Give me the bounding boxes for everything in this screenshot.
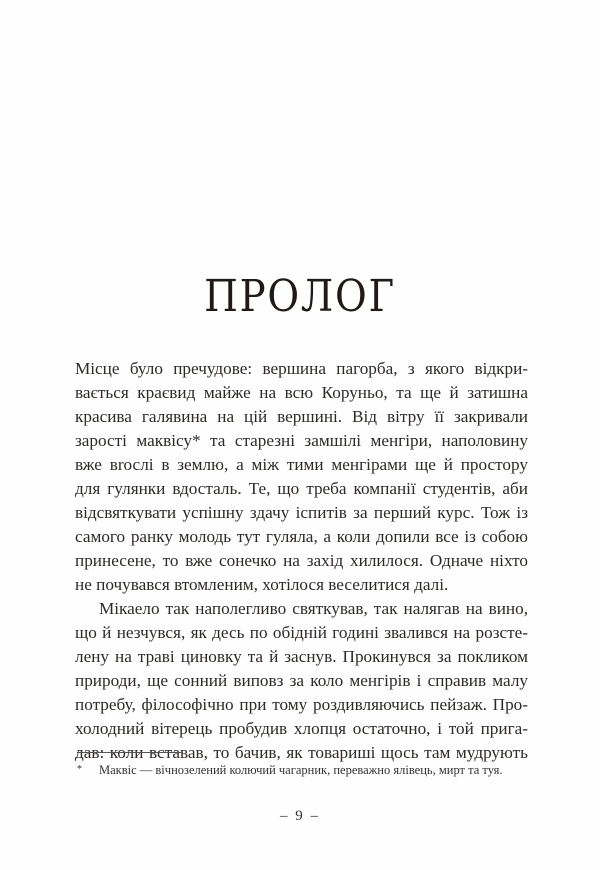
- text-line: потребу, філософічно при тому роздивляючись пейзаж. Про-: [75, 695, 528, 714]
- footnote-divider: [77, 752, 182, 753]
- text-line: для гулянки вдосталь. Те, що треба компанії студентів, аби: [75, 479, 528, 498]
- text-line: красива галявина на цій вершині. Від вітру її закривали: [75, 407, 528, 426]
- page-number: – 9 –: [280, 808, 320, 824]
- text-line: принесене, то вже сонечко на захід хилилося. Одначе ніхто: [75, 551, 528, 570]
- footnote-text: Маквіс — вічнозелений колючий чагарник, переважно ялівець, мирт та туя.: [99, 763, 503, 777]
- text-line: лену на траві циновку та й заснув. Прокинувся за покликом: [75, 647, 528, 666]
- text-line: вається краєвид майже на всю Коруньо, та ще й затишна: [75, 383, 528, 402]
- text-line: Мікаело так наполегливо святкував, так налягав на вино,: [99, 599, 528, 618]
- text-line: вже вrослі в землю, а між тими менгірами ще й простору: [75, 455, 528, 474]
- text-line: не почувався втомленим, хотілося веселитися далі.: [75, 575, 449, 594]
- chapter-title: ПРОЛОГ: [204, 271, 396, 323]
- footnote: [77, 761, 537, 779]
- body-text: [75, 357, 528, 765]
- footnote-marker: *: [77, 764, 82, 775]
- text-line: самого ранку молодь тут гуляла, а коли допили все із собою: [75, 527, 528, 546]
- text-line: Місце було пречудове: вершина пагорба, з якого відкри-: [75, 359, 528, 378]
- text-line: холодний вітерець пробудив хлопця остаточно, і той прига-: [75, 719, 528, 738]
- text-line: зарості маквісу* та старезні замшілі менгіри, наполовину: [75, 431, 528, 450]
- text-line: природи, ще сонний виповз за коло менгірів і справив малу: [75, 671, 528, 690]
- text-line: дав: коли вставав, то бачив, як товариші щось там мудрують: [75, 743, 528, 762]
- text-line: відсвяткувати успішну здачу іспитів за перший курс. Тож із: [75, 503, 528, 522]
- text-line: що й незчувся, як десь по обідній годині звалився на розсте-: [75, 623, 528, 642]
